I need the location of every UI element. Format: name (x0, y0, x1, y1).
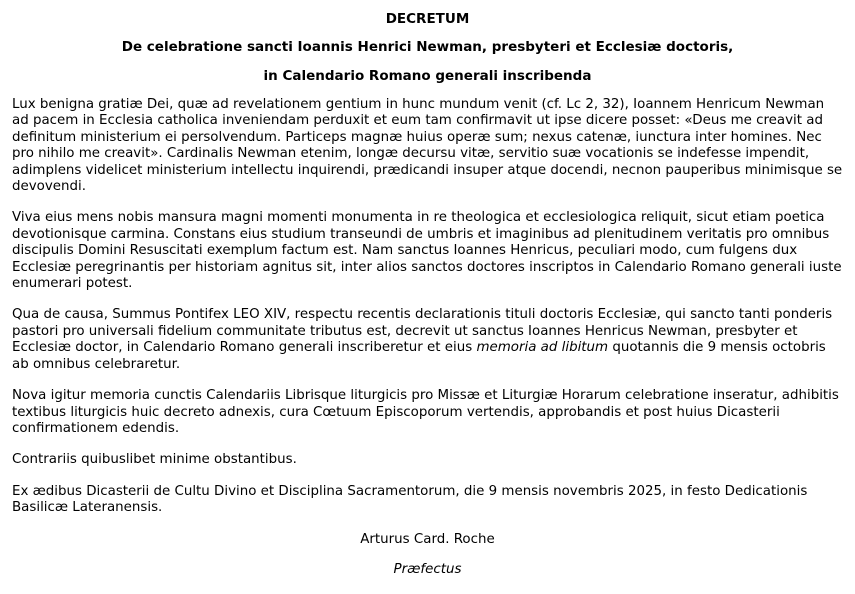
document-subtitle-line2: in Calendario Romano generali inscribenda (263, 68, 592, 84)
paragraph-2: Viva eius mens nobis mansura magni momenti monumenta in re theologica et ecclesiologica reliquit, sicut etiam poetica devotionisque carmina. Constans eius studium transeundi de umbris et imaginibus ad plenitudinem veritatis pro omnibus discipulis Domini Resuscitati exemplum factum est. Nam sanctus Ioannes Henricus, peculiari modo, cum fulgens dux Ecclesiæ peregrinantis per historiam agnitus sit, inter alios sanctos doctores inscriptos in Calendario Romano generali iuste enumerari potest. (12, 210, 842, 292)
signature-name: Arturus Card. Roche (360, 531, 495, 547)
paragraph-3-text-before: Qua de causa, Summus Pontifex LEO XIV, respectu recentis declarationis tituli doctoris Ecclesiæ, qui sancto tanti ponderis pastori pro universali fidelium communitate tributus est, decrevit ut sanctus Ioannes Henricus Newman, presbyter et Ecclesiæ doctor, in Calendario Romano generali inscriberetur et eius (12, 307, 833, 356)
paragraph-6: Ex ædibus Dicasterii de Cultu Divino et Disciplina Sacramentorum, die 9 mensis novembris 2025, in festo Dedicationis Basilicæ Lateranensis. (12, 483, 808, 516)
document-title: DECRETUM (385, 11, 470, 27)
paragraph-1: Lux benigna gratiæ Dei, quæ ad revelationem gentium in hunc mundum venit (cf. Lc 2, 32), Ioannem Henricum Newman ad pacem in Ecclesia catholica inveniendam perduxit et eum tam confirmavit ut ipse dicere posset: «Deus me creavit ad definitum ministerium ei persolvendum. Particeps magnæ huius operæ sum; nexus catenæ, iunctura inter homines. Nec pro nihilo me creavit». Cardinalis Newman etenim, longæ decursu vitæ, servitio suæ vocationis se indefesse impendit, adimplens videlicet ministerium intellectu inquirendi, prædicandi insuper atque docendi, necnon pauperibus minimisque se devovendi. (12, 97, 843, 195)
paragraph-3 (12, 307, 843, 373)
signature-role: Præfectus (393, 561, 462, 577)
paragraph-4: Nova igitur memoria cunctis Calendariis Librisque liturgicis pro Missæ et Liturgiæ Horarum celebratione inseratur, adhibitis textibus liturgicis huic decreto adnexis, cura Cœtuum Episcoporum vertendis, approbandis et post huius Dicasterii confirmationem edendis. (12, 388, 839, 436)
document-subtitle-line1: De celebratione sancti Ioannis Henrici Newman, presbyteri et Ecclesiæ doctoris, (121, 39, 734, 55)
paragraph-3-text-after: quotannis die 9 mensis octobris ab omnibus celebraretur. (12, 340, 826, 372)
paragraph-5: Contrariis quibuslibet minime obstantibus. (12, 452, 297, 468)
paragraph-3-italic: memoria ad libitum (476, 340, 609, 356)
